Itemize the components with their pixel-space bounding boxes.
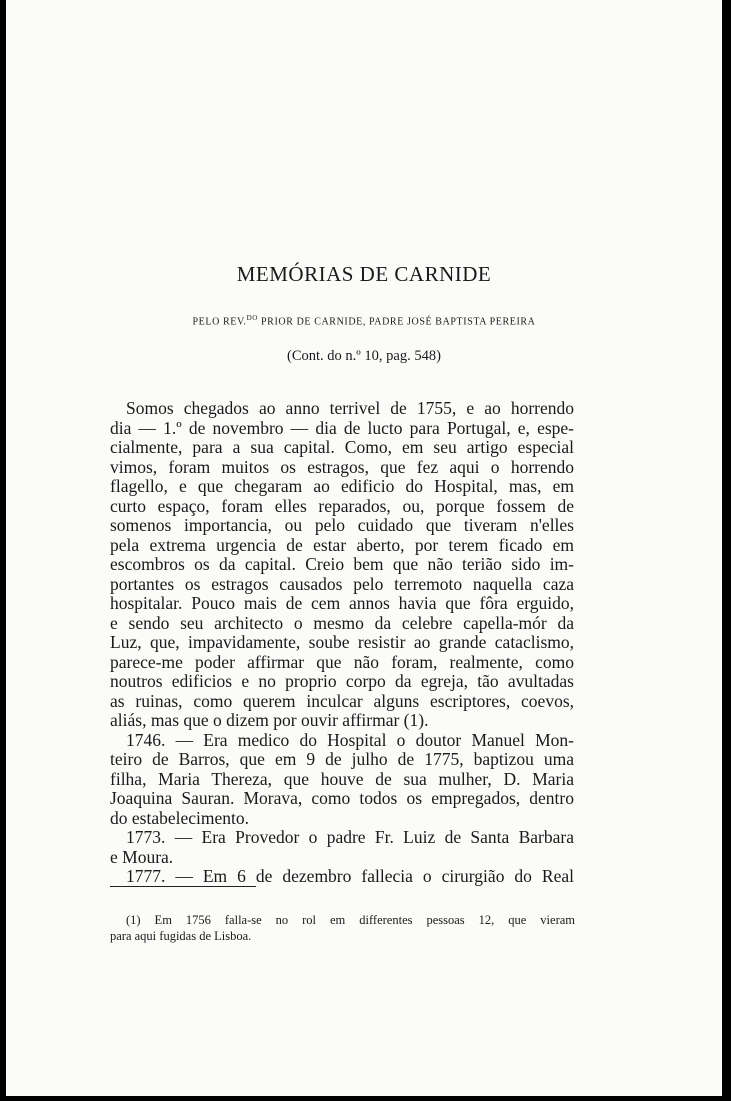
- body-line: flagello, e que chegaram ao edificio do Hospital, mas, em: [110, 476, 574, 496]
- body-line: e sendo seu architecto o mesmo da celebre capella-mór da: [110, 612, 574, 633]
- footnote: [110, 912, 575, 944]
- document-page: [6, 0, 722, 1096]
- body-line: noutros edificios e no proprio corpo da egreja, tão avultadas: [110, 671, 574, 691]
- body-line: escombros os da capital. Creio bem que não terião sido im-: [110, 554, 574, 574]
- body-line: as ruinas, como querem inculcar alguns escriptores, coevos,: [110, 690, 574, 711]
- body-line: Somos chegados ao anno terrivel de 1755, e ao horrendo: [126, 398, 574, 418]
- body-line: 1773. — Era Provedor o padre Fr. Luiz de Santa Barbara: [126, 827, 574, 847]
- body-line: aliás, mas que o dizem por ouvir affirmar (1).: [110, 710, 429, 730]
- body-line: filha, Maria Thereza, que houve de sua mulher, D. Maria: [110, 768, 574, 789]
- body-line: teiro de Barros, que em 9 de julho de 1775, baptizou uma: [110, 749, 574, 769]
- footnote-line: (1) Em 1756 falla-se no rol em differentes pessoas 12, que vieram: [126, 913, 575, 927]
- body-line: 1746. — Era medico do Hospital o doutor Manuel Mon-: [126, 729, 574, 750]
- body-line: pela extrema urgencia de estar aberto, por terem ficado em: [110, 534, 574, 555]
- body-line: cialmente, para a sua capital. Como, em seu artigo especial: [110, 437, 574, 457]
- byline-author: PRIOR DE CARNIDE, PADRE JOSÉ BAPTISTA PEREIRA: [257, 316, 536, 328]
- article-title: MEMÓRIAS DE CARNIDE: [236, 262, 492, 286]
- footnote-divider: [110, 886, 256, 887]
- body-line: hospitalar. Pouco mais de cem annos havia que fôra erguido,: [110, 593, 574, 613]
- body-line: Joaquina Sauran. Morava, como todos os empregados, dentro: [110, 788, 574, 808]
- body-line: curto espaço, foram elles reparados, ou, porque fossem de: [110, 495, 574, 516]
- body-line: parece-me poder affirmar que não foram, realmente, como: [110, 651, 574, 672]
- body-line: vimos, foram muitos os estragos, que fez aqui o horrendo: [110, 456, 574, 477]
- body-line: somenos importancia, ou pelo cuidado que tiveram n'elles: [110, 515, 574, 535]
- article-byline: [6, 314, 722, 327]
- continuation-note: (Cont. do n.º 10, pag. 548): [287, 348, 441, 364]
- byline-superscript: DO: [246, 314, 258, 322]
- body-line: Luz, que, impavidamente, soube resistir ao grande cataclismo,: [110, 632, 574, 652]
- article-body: [110, 399, 574, 887]
- body-line: e Moura.: [110, 846, 174, 867]
- body-line: dia — 1.º de novembro — dia de lucto para Portugal, e, espe-: [110, 417, 574, 438]
- body-line: do estabelecimento.: [110, 807, 249, 828]
- body-line: portantes os estragos causados pelo terremoto naquella caza: [110, 573, 574, 594]
- footnote-line: para aqui fugidas de Lisboa.: [110, 929, 252, 943]
- byline-prefix: PELO REV.: [192, 316, 247, 328]
- body-line: 1777. — Em 6 de dezembro fallecia o cirurgião do Real: [126, 866, 574, 886]
